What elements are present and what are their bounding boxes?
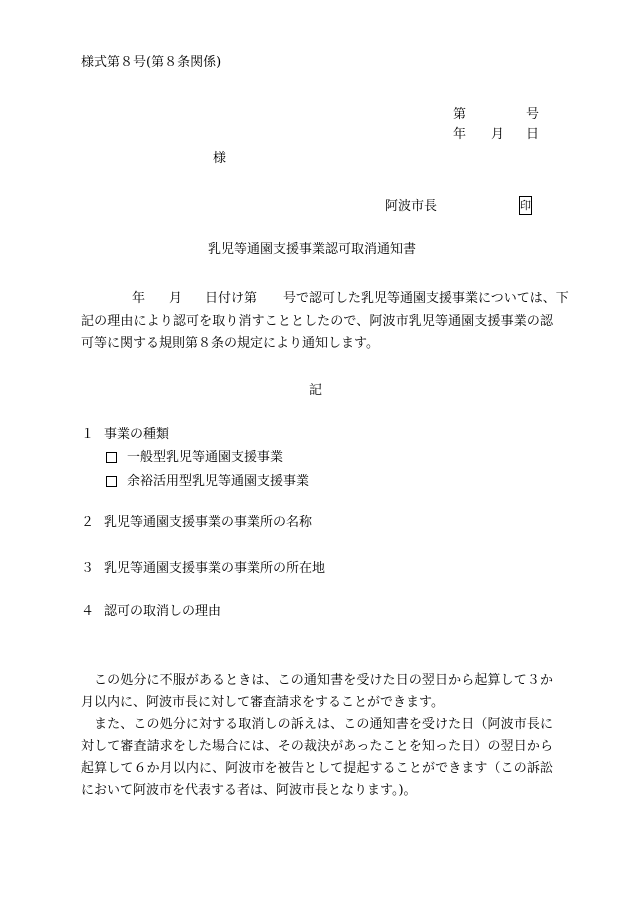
item-4-number: ４ xyxy=(81,604,95,619)
item-3-label: 乳児等通園支援事業の事業所の所在地 xyxy=(104,561,326,576)
item-3-number: ３ xyxy=(81,561,95,576)
seal-stamp xyxy=(519,196,532,215)
seal-character: 印 xyxy=(520,199,531,212)
form-number: 様式第８号(第８条関係) xyxy=(81,55,222,70)
body-date-day: 日付け第 xyxy=(205,291,258,306)
body-date-month: 月 xyxy=(169,291,183,306)
date-month: 月 xyxy=(491,127,505,142)
addressee-suffix: 様 xyxy=(213,151,227,166)
document-title: 乳児等通園支援事業認可取消通知書 xyxy=(208,242,417,257)
item-1-number: １ xyxy=(81,427,95,442)
item-1-label: 事業の種類 xyxy=(104,427,170,442)
body-date-year: 年 xyxy=(132,291,146,306)
document-number-prefix: 第 xyxy=(453,107,467,122)
option-surplus-checkbox[interactable] xyxy=(106,476,117,487)
option-general-label: 一般型乳児等通園支援事業 xyxy=(127,450,284,465)
date-year: 年 xyxy=(453,127,467,142)
body-paragraph: 記の理由により認可を取り消すこととしたので、阿波市乳児等通園支援事業の認可等に関する規則第８条の規定により通知します。 xyxy=(81,314,553,351)
item-4-label: 認可の取消しの理由 xyxy=(104,604,222,619)
notice-paragraph-1: この処分に不服があるときは、この通知書を受けた日の翌日から起算して３か月以内に、阿波市長に対して審査請求をすることができます。 xyxy=(81,673,553,710)
item-2-number: ２ xyxy=(81,515,95,530)
document-number-suffix: 号 xyxy=(526,107,540,122)
issuer-name: 阿波市長 xyxy=(385,199,438,214)
item-2-label: 乳児等通園支援事業の事業所の名称 xyxy=(104,515,313,530)
date-day: 日 xyxy=(526,127,540,142)
option-general-checkbox[interactable] xyxy=(106,452,117,463)
body-first-line: 号で認可した乳児等通園支援事業については、下 xyxy=(283,291,569,306)
notice-paragraph-2: また、この処分に対する取消しの訴えは、この通知書を受けた日（阿波市長に対して審査請求をした場合には、その裁決があったことを知った日）の翌日から起算して６か月以内に、阿波市を被告として提起することができます（この訴訟において阿波市を代表する者は、阿波市長となります。)。 xyxy=(81,717,553,798)
ki-heading: 記 xyxy=(309,383,323,398)
option-surplus-label: 余裕活用型乳児等通園支援事業 xyxy=(127,474,310,489)
